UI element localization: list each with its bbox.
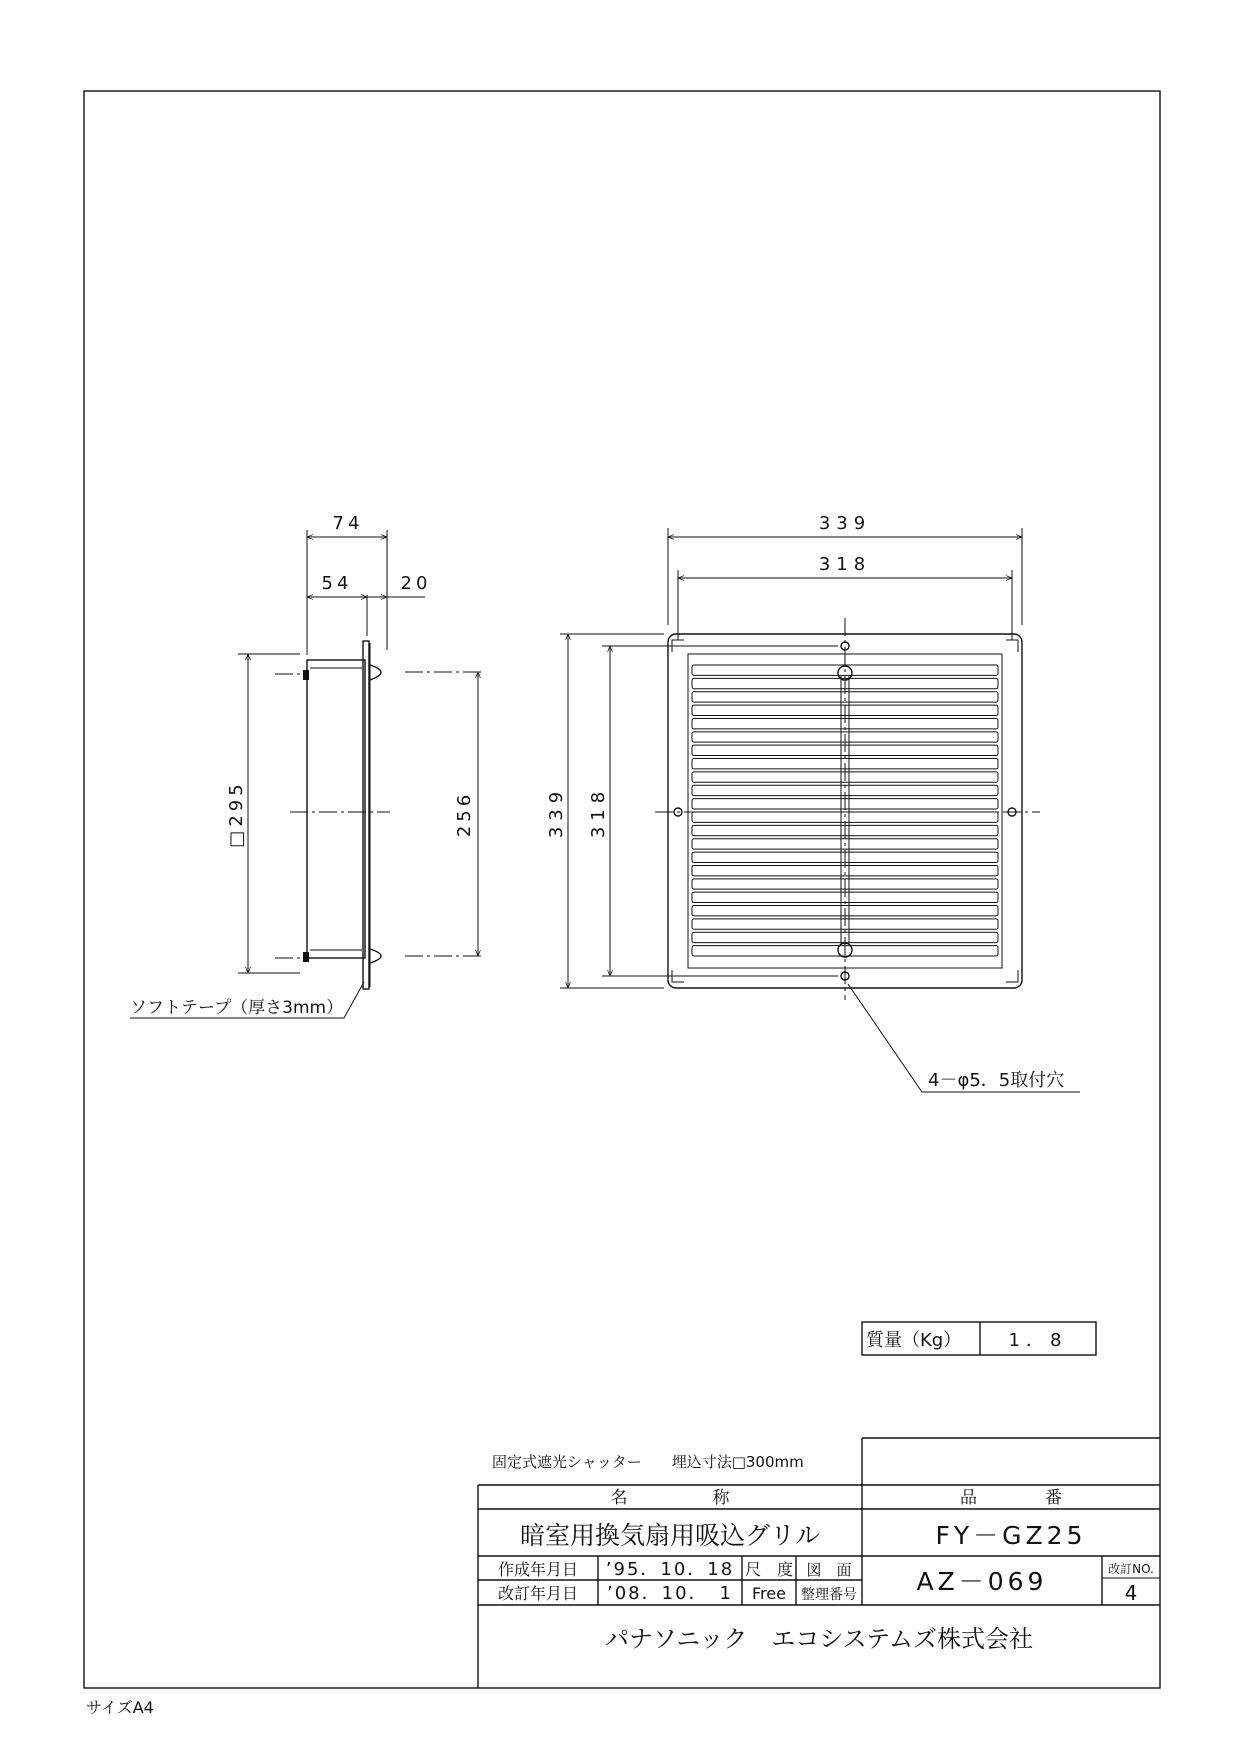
dim-339-height: 339 <box>546 785 567 839</box>
soft-tape-top <box>303 670 309 680</box>
dim-318-width: 318 <box>818 554 872 575</box>
revised-date: ’08．10． 1 <box>607 1583 733 1604</box>
created-date: ’95．10．18 <box>605 1559 735 1580</box>
name-header: 名 称 <box>610 1488 730 1508</box>
part-number: FY－GZ25 <box>935 1521 1087 1550</box>
dim-74: 74 <box>332 513 364 534</box>
dim-54: 54 <box>321 573 353 594</box>
revision-number: 4 <box>1124 1581 1138 1605</box>
screw-bottom <box>370 949 381 963</box>
drawing-no-label: 整理番号 <box>801 1587 857 1603</box>
side-body <box>307 660 365 958</box>
created-label: 作成年月日 <box>497 1560 579 1579</box>
paper-size: サイズA4 <box>86 1698 154 1717</box>
dim-318-height: 318 <box>588 785 609 839</box>
title-block <box>478 1438 1160 1688</box>
part-number-header: 品 番 <box>960 1488 1062 1508</box>
title-description: 固定式遮光シャッター 埋込寸法□300mm <box>492 1453 804 1471</box>
weight-box <box>862 1322 1096 1355</box>
dim-256: 256 <box>454 790 475 838</box>
weight-label: 質量（Kg） <box>866 1330 962 1351</box>
front-view <box>546 513 1080 1092</box>
louver-slat <box>692 812 998 822</box>
scale-label: 尺 度 <box>744 1560 794 1579</box>
product-name: 暗室用換気扇用吸込グリル <box>519 1521 821 1550</box>
soft-tape-bottom <box>303 952 309 962</box>
dim-339-width: 339 <box>818 513 872 534</box>
dim-295: □295 <box>226 780 247 848</box>
dim-20: 20 <box>400 573 432 594</box>
scale-value: Free <box>752 1584 786 1603</box>
side-flange <box>363 641 369 989</box>
company-name: パナソニック エコシステムズ株式会社 <box>605 1625 1033 1653</box>
screw-top <box>370 665 381 680</box>
soft-tape-label: ソフトテープ（厚さ3mm） <box>130 998 344 1018</box>
drawing-number: AZ－069 <box>916 1567 1048 1596</box>
sheet-border <box>84 91 1160 1688</box>
side-view <box>130 513 485 1018</box>
revision-label: 改訂NO. <box>1108 1562 1154 1576</box>
revised-label: 改訂年月日 <box>497 1584 579 1603</box>
weight-value: 1．8 <box>1008 1330 1068 1351</box>
drawing-label: 図 面 <box>806 1561 852 1579</box>
mount-hole-label: 4－φ5．5取付穴 <box>928 1070 1065 1091</box>
